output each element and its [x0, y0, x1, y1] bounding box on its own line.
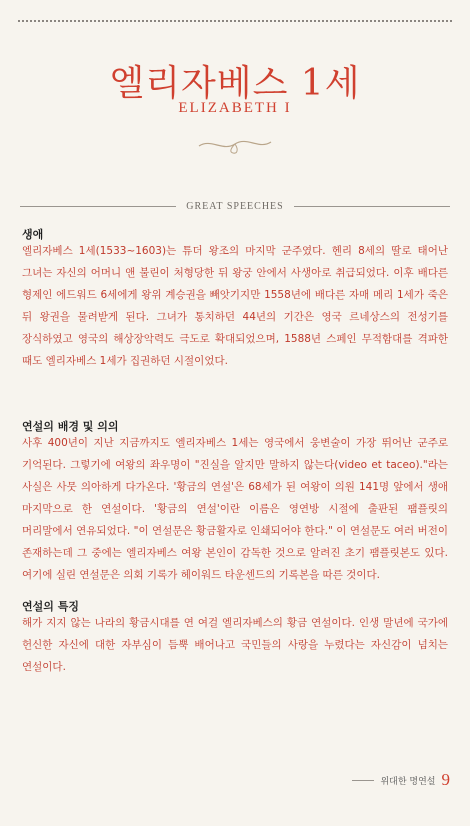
section-divider: [20, 200, 450, 212]
page-title-korean: 엘리자베스 1세: [109, 63, 361, 104]
heading-biography: 생애: [22, 228, 44, 241]
page-title-english: ELIZABETH I: [178, 100, 292, 116]
paragraph-background: 사후 400년이 지난 지금까지도 엘리자베스 1세는 영국에서 웅변술이 가장 뛰어난 군주로 기억된다. 그렇기에 여왕의 좌우명이 "진실을 알지만 말하지 않는다(video et taceo)."라는 사실은 사뭇 의아하게 다가온다. '황금의 연설'은 68세가 된 여왕이 의원 141명 앞에서 생애 마지막으로 한 연설이다. '황금의 연설'이란 이름은 영연방 시절에 출판된 팸플릿의 머리말에서 연유되었다. "이 연설문은 황금활자로 인쇄되어야 한다." 이 연설문도 여러 버전이 존재하는데 그 중에는 엘리자베스 여왕 본인이 감독한 것으로 알려진 초기 팸플릿본도 있다. 여기에 실린 연설문은 의회 기록가 헤이워드 타운센드의 기록본을 따른 것이다.: [22, 437, 448, 581]
top-dotted-rule: [18, 20, 452, 22]
paragraph-features: 해가 지지 않는 나라의 황금시대를 연 여걸 엘리자베스의 황금 연설이다. 인생 말년에 국가에 헌신한 자신에 대한 자부심이 듬뿍 배어나고 국민들의 사랑을 누렸다는 자신감이 넘치는 연설이다.: [22, 617, 448, 673]
section-label: GREAT SPEECHES: [186, 200, 284, 212]
heading-features: 연설의 특징: [22, 600, 79, 613]
paragraph-biography: 엘리자베스 1세(1533~1603)는 튜더 왕조의 마지막 군주였다. 헨리 8세의 딸로 태어난 그녀는 자신의 어머니 앤 불린이 처형당한 뒤 왕궁 안에서 사생아로 취급되었다. 이후 배다른 형제인 에드워드 6세에게 왕위 계승권을 빼앗기지만 1558년에 배다른 자매 메리 1세가 죽은 뒤 왕권을 물려받게 된다. 그녀가 통치하던 44년의 기간은 영국 르네상스의 전성기를 장식하였고 영국의 해상장악력도 극도로 확대되었으며, 1588년 스페인 무적함대를 격파한 때도 엘리자베스 1세가 집권하던 시절이었다.: [22, 245, 448, 367]
flourish-ornament: [195, 132, 275, 156]
footer-dash: [352, 780, 374, 781]
divider-line-left: [20, 206, 176, 207]
page-footer: [352, 770, 450, 790]
divider-line-right: [294, 206, 450, 207]
heading-background: 연설의 배경 및 의의: [22, 420, 119, 433]
footer-book-title: 위대한 명연설: [380, 776, 436, 787]
page-number: 9: [441, 770, 450, 789]
